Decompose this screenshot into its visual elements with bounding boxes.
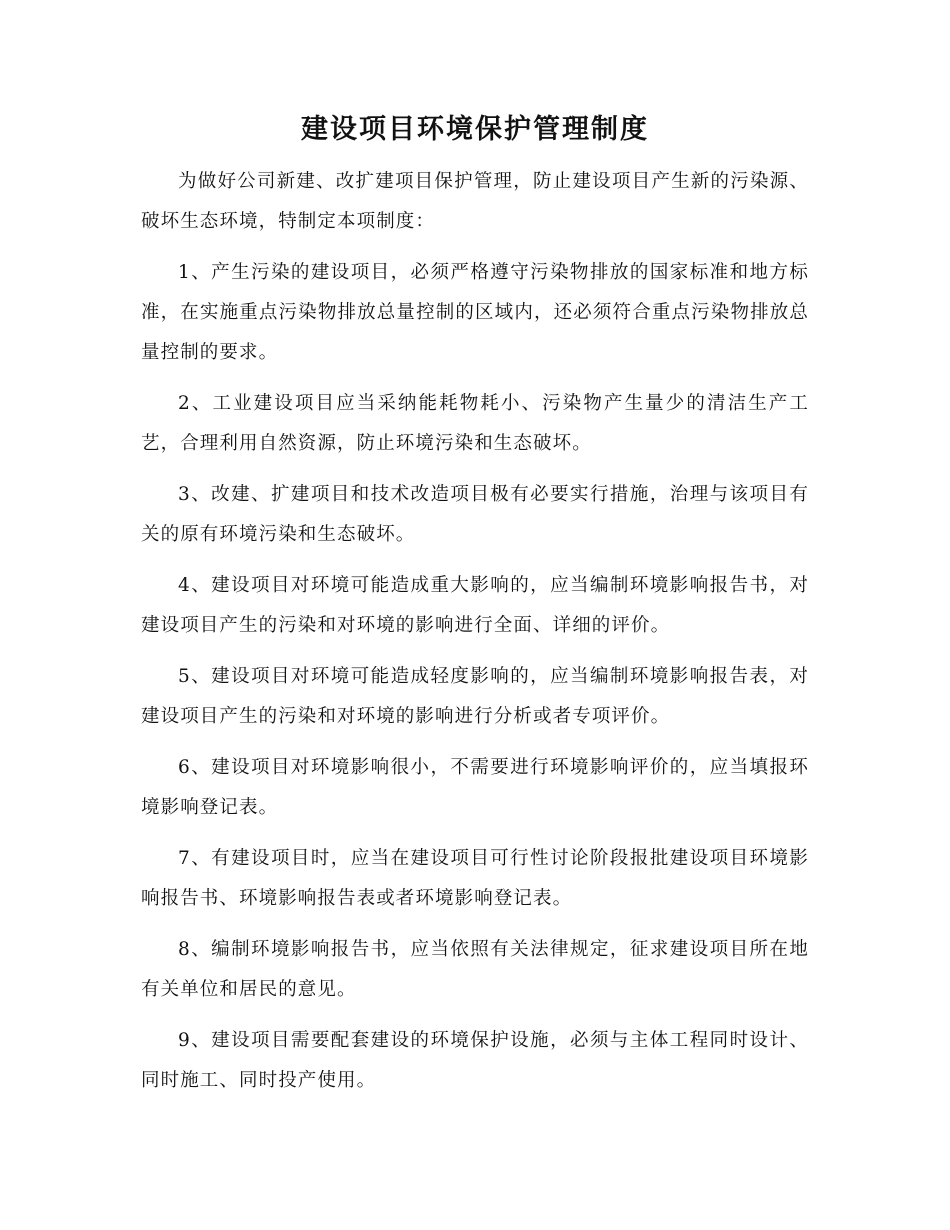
clause-2-paragraph: 2、工业建设项目应当采纳能耗物耗小、污染物产生量少的清洁生产工艺，合理利用自然资源，防止环境污染和生态破坏。 [141, 393, 809, 454]
clause-5-paragraph: 5、建设项目对环境可能造成轻度影响的，应当编制环境影响报告表，对建设项目产生的污染和对环境的影响进行分析或者专项评价。 [141, 666, 809, 727]
clause-7-paragraph: 7、有建设项目时，应当在建设项目可行性讨论阶段报批建设项目环境影响报告书、环境影响报告表或者环境影响登记表。 [141, 848, 809, 909]
document-body [141, 162, 809, 1112]
clause-9-paragraph: 9、建设项目需要配套建设的环境保护设施，必须与主体工程同时设计、同时施工、同时投产使用。 [141, 1030, 809, 1091]
clause-3-paragraph: 3、改建、扩建项目和技术改造项目极有必要实行措施，治理与该项目有关的原有环境污染和生态破坏。 [141, 484, 809, 545]
intro-paragraph: 为做好公司新建、改扩建项目保护管理，防止建设项目产生新的污染源、破坏生态环境，特制定本项制度： [141, 171, 809, 232]
clause-8-paragraph: 8、编制环境影响报告书，应当依照有关法律规定，征求建设项目所在地有关单位和居民的意见。 [141, 939, 809, 1000]
clause-4-paragraph: 4、建设项目对环境可能造成重大影响的，应当编制环境影响报告书，对建设项目产生的污染和对环境的影响进行全面、详细的评价。 [141, 575, 809, 636]
clause-1-paragraph: 1、产生污染的建设项目，必须严格遵守污染物排放的国家标准和地方标准，在实施重点污染物排放总量控制的区域内，还必须符合重点污染物排放总量控制的要求。 [141, 262, 809, 363]
clause-6-paragraph: 6、建设项目对环境影响很小，不需要进行环境影响评价的，应当填报环境影响登记表。 [141, 757, 809, 818]
document-title: 建设项目环境保护管理制度 [301, 114, 649, 145]
